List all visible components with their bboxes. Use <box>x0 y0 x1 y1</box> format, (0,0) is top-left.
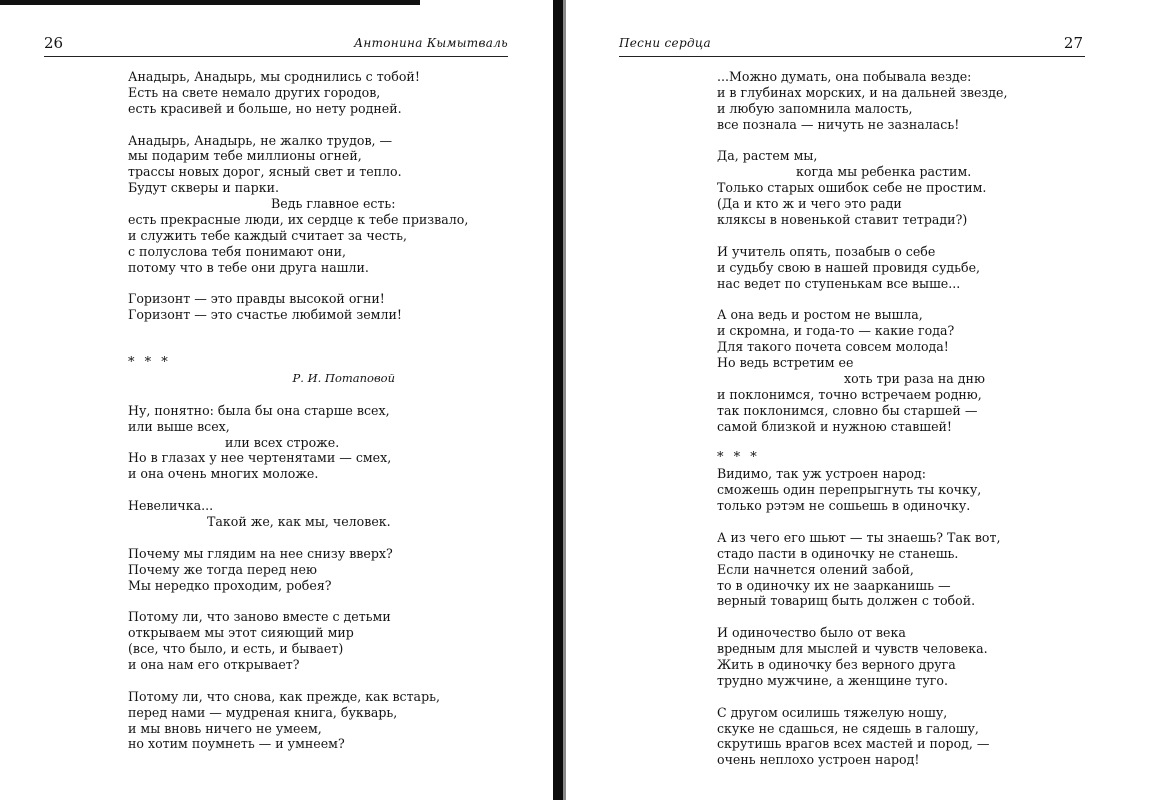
poem-line: и она очень многих моложе. <box>128 466 319 482</box>
left-page <box>0 0 555 800</box>
poem-line: или всех строже. <box>225 434 340 450</box>
poem-line: но хотим поумнеть — и умнеем? <box>128 736 345 752</box>
poem-line: Почему же тогда перед нею <box>128 561 317 577</box>
poem-line: Есть на свете немало других городов, <box>128 84 381 100</box>
poem-line: есть прекрасные люди, их сердце к тебе призвало, <box>128 212 469 228</box>
poem-line: Только старых ошибок себе не простим. <box>717 180 987 196</box>
poem-line: И учитель опять, позабыв о себе <box>717 243 936 259</box>
poem-line: и скромна, и года-то — какие года? <box>717 323 955 339</box>
poem-line: Но в глазах у нее чертенятами — смех, <box>128 450 392 466</box>
poem-line: верный товарищ быть должен с тобой. <box>717 593 976 609</box>
poem-line: А из чего его шьют — ты знаешь? Так вот, <box>717 529 1001 545</box>
poem-line: перед нами — мудреная книга, букварь, <box>128 704 398 720</box>
right-page-text <box>717 69 1137 768</box>
dedication: Р. И. Потаповой <box>292 370 395 385</box>
poem-line: стадо пасти в одиночку не станешь. <box>717 545 959 561</box>
poem-line: Ведь главное есть: <box>271 196 396 212</box>
poem-line: ...Можно думать, она побывала везде: <box>717 69 972 84</box>
poem-line: (Да и кто ж и чего это ради <box>717 196 902 212</box>
poem-line: и поклонимся, точно встречаем родню, <box>717 386 982 402</box>
poem-line: мы подарим тебе миллионы огней, <box>128 148 362 164</box>
right-page-header <box>619 36 1085 57</box>
poem-line: Горизонт — это правды высокой огни! <box>128 291 385 307</box>
poem-line: Анадырь, Анадырь, мы сроднились с тобой! <box>128 69 420 84</box>
poem-line: есть красивей и больше, но нету родней. <box>128 100 402 116</box>
poem-line: Для такого почета совсем молода! <box>717 339 949 355</box>
poem-line: нас ведет по ступенькам все выше... <box>717 275 961 291</box>
poem-line: потому что в тебе они друга нашли. <box>128 259 369 275</box>
poem-line: Будут скверы и парки. <box>128 180 279 196</box>
poem-line: Потому ли, что заново вместе с детьми <box>128 609 391 625</box>
poem-line: Если начнется олений забой, <box>717 561 914 577</box>
section-divider-stars: * * * <box>128 355 171 371</box>
poem-line: Да, растем мы, <box>717 148 818 164</box>
poem-line: трудно мужчине, а женщине туго. <box>717 672 948 688</box>
poem-line: открываем мы этот сияющий мир <box>128 625 354 641</box>
poem-line: когда мы ребенка растим. <box>796 164 972 180</box>
poem-line: и она нам его открывает? <box>128 656 300 672</box>
poem-line: (все, что было, и есть, и бывает) <box>128 641 344 657</box>
poem-line: И одиночество было от века <box>717 625 906 641</box>
poem-line: Такой же, как мы, человек. <box>207 513 391 529</box>
poem-line: с полуслова тебя понимают они, <box>128 243 347 259</box>
poem-line: очень неплохо устроен народ! <box>717 752 920 768</box>
poem-line: сможешь один перепрыгнуть ты кочку, <box>717 482 982 498</box>
poem-line: то в одиночку их не заарканишь — <box>717 577 951 593</box>
poem-line: кляксы в новенькой ставит тетради?) <box>717 212 968 228</box>
poem-line: вредным для мыслей и чувств человека. <box>717 641 988 657</box>
left-page-text <box>128 69 528 752</box>
poem-line: Но ведь встретим ее <box>717 355 854 371</box>
poem-line: и любую запомнила малость, <box>717 100 913 116</box>
poem-line: Потому ли, что снова, как прежде, как встарь, <box>128 688 440 704</box>
poem-line: скрутишь врагов всех мастей и пород, — <box>717 736 990 752</box>
poem-line: Мы нередко проходим, робея? <box>128 577 332 593</box>
page-number-left: 26 <box>44 34 64 52</box>
poem-line: и мы вновь ничего не умеем, <box>128 720 322 736</box>
poem-line: А она ведь и ростом не вышла, <box>717 307 923 323</box>
left-page-header <box>44 36 508 57</box>
running-head-title: Песни сердца <box>619 36 711 50</box>
right-page <box>565 0 1149 800</box>
page-number-right: 27 <box>1063 34 1083 52</box>
section-divider-stars: * * * <box>717 450 760 466</box>
poem-line: Анадырь, Анадырь, не жалко трудов, — <box>128 132 393 148</box>
poem-line: и судьбу свою в нашей провидя судьбе, <box>717 259 981 275</box>
poem-line: С другом осилишь тяжелую ношу, <box>717 704 948 720</box>
poem-line: скуке не сдашься, не сядешь в галошу, <box>717 720 979 736</box>
poem-line: и служить тебе каждый считает за честь, <box>128 227 407 243</box>
poem-line: все познала — ничуть не зазналась! <box>717 116 960 132</box>
poem-line: Почему мы глядим на нее снизу вверх? <box>128 545 393 561</box>
poem-line: и в глубинах морских, и на дальней звезде, <box>717 84 1008 100</box>
poem-line: Жить в одиночку без верного друга <box>717 656 956 672</box>
poem-line: Видимо, так уж устроен народ: <box>717 466 926 482</box>
poem-line: хоть три раза на дню <box>844 370 985 386</box>
poem-line: самой близкой и нужною ставшей! <box>717 418 952 434</box>
poem-line: Горизонт — это счастье любимой земли! <box>128 307 402 323</box>
poem-line: Ну, понятно: была бы она старше всех, <box>128 402 390 418</box>
poem-line: или выше всех, <box>128 418 230 434</box>
poem-line: Невеличка... <box>128 498 214 514</box>
poem-line: только рэтэм не сошьешь в одиночку. <box>717 498 971 514</box>
running-head-author: Антонина Кымытваль <box>354 36 508 50</box>
poem-line: так поклонимся, словно бы старшей — <box>717 402 978 418</box>
poem-line: трассы новых дорог, ясный свет и тепло. <box>128 164 402 180</box>
